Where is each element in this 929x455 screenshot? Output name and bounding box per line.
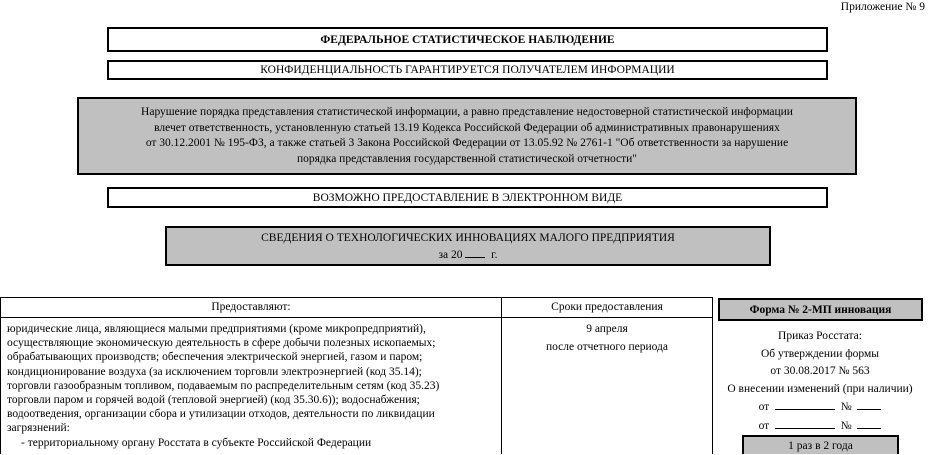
deadline-column: [502, 298, 712, 454]
frequency-text: 1 раз в 2 года: [788, 440, 853, 452]
deadline-cell: [502, 318, 712, 356]
order-line: Об утверждении формы: [760, 347, 880, 360]
report-year-suffix: г.: [491, 248, 498, 261]
amendment-row-2: [712, 417, 928, 436]
number-label: №: [840, 419, 852, 432]
provide-line: торговли паром и горячей водой (тепловой энергией) (код 35.30.6)); водоснабжения;: [7, 394, 420, 407]
report-title: СВЕДЕНИЯ О ТЕХНОЛОГИЧЕСКИХ ИННОВАЦИЯХ МАЛОГО ПРЕДПРИЯТИЯ: [261, 231, 675, 244]
order-line: от 30.08.2017 № 563: [770, 365, 870, 378]
violation-line: порядка представления государственной статистической отчетности": [296, 152, 637, 165]
amendment-number-field-2[interactable]: [857, 417, 881, 429]
provide-line: загрязнений:: [7, 422, 70, 435]
provide-header: Предоставляют:: [1, 298, 501, 318]
provide-cell: [1, 318, 501, 454]
federal-observation-text: ФЕДЕРАЛЬНОЕ СТАТИСТИЧЕСКОЕ НАБЛЮДЕНИЕ: [320, 33, 615, 46]
amendment-date-field-1[interactable]: [775, 398, 835, 410]
amendment-date-field-2[interactable]: [775, 417, 835, 429]
electronic-submission-text: ВОЗМОЖНО ПРЕДОСТАВЛЕНИЕ В ЭЛЕКТРОННОМ ВИДЕ: [312, 191, 623, 204]
provide-line: обрабатывающих производств; обеспечения электрической энергией, газом и паром;: [7, 351, 423, 364]
provide-line: юридические лица, являющиеся малыми предприятиями (кроме микропредприятий),: [7, 323, 426, 335]
from-label: от: [758, 401, 770, 414]
confidentiality-text: КОНФИДЕНЦИАЛЬНОСТЬ ГАРАНТИРУЕТСЯ ПОЛУЧАТЕЛЕМ ИНФОРМАЦИИ: [260, 64, 675, 76]
form-number-box: [718, 298, 923, 321]
report-year: [439, 246, 498, 263]
deadline-header: Сроки предоставления: [502, 298, 712, 318]
frequency-box: [742, 435, 899, 454]
appendix-number: Приложение № 9: [840, 1, 925, 13]
report-year-field[interactable]: [465, 246, 485, 258]
provide-line: кондиционирование воздуха (за исключением торговли электроэнергией (код 35.14);: [7, 365, 422, 378]
order-line: Приказ Росстата:: [778, 330, 862, 342]
provide-line: водоотведения, организации сбора и утилизации отходов, деятельности по ликвидации: [7, 408, 435, 421]
provide-bullet: - территориальному органу Росстата в субъекте Российской Федерации: [21, 436, 372, 449]
provide-line: осуществляющие экономическую деятельность в сфере добычи полезных ископаемых;: [7, 337, 436, 350]
provide-line: торговли газообразным топливом, подаваемым по распределительным сетям (код 35.23): [7, 379, 440, 392]
report-title-box: [165, 226, 771, 266]
amendment-row-1: [712, 398, 928, 417]
provide-column: [1, 298, 502, 454]
report-year-prefix: за 20: [438, 248, 463, 261]
from-label: от: [758, 419, 770, 432]
confidentiality-box: [107, 60, 828, 80]
violation-line: влечет ответственность, установленную статьей 13.19 Кодекса Российской Федерации об административных правонарушениях: [154, 121, 780, 134]
order-info: [712, 328, 928, 436]
deadline-date: 9 апреля: [586, 323, 628, 335]
order-line: О внесении изменений (при наличии): [727, 382, 913, 395]
submission-table: [0, 297, 713, 454]
violation-line: Нарушение порядка представления статистической информации, а равно представление недостоверной статистической информации: [141, 106, 793, 118]
number-label: №: [840, 401, 852, 414]
violation-line: от 30.12.2001 № 195-ФЗ, а также статьей 3 Закона Российской Федерации от 13.05.92 № 2761-1 "Об ответственности за нарушение: [145, 137, 789, 149]
form-number: Форма № 2-МП инновация: [749, 303, 892, 316]
deadline-period: после отчетного периода: [545, 341, 669, 353]
violation-notice: [77, 97, 857, 175]
amendment-number-field-1[interactable]: [857, 398, 881, 410]
federal-observation-header: [107, 27, 828, 52]
electronic-submission-box: [107, 187, 828, 208]
